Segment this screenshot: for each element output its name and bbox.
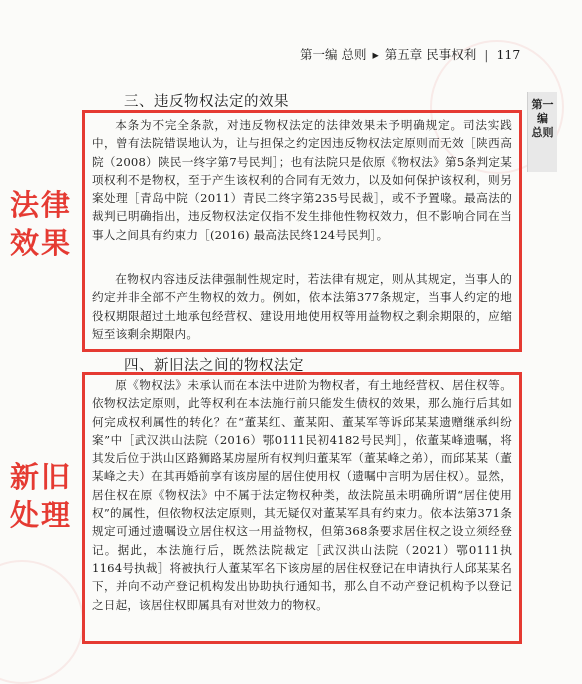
side-tab-line2: 总则 bbox=[531, 126, 554, 139]
header-part: 第一编 总则 bbox=[300, 47, 367, 62]
page-number: 117 bbox=[496, 47, 521, 62]
label-legal-effect bbox=[10, 186, 72, 262]
label-old-new-handling-line1: 新旧 bbox=[10, 460, 73, 494]
header-arrow-icon: ▸ bbox=[372, 47, 379, 62]
label-old-new-handling bbox=[10, 458, 72, 534]
section-4-heading: 四、新旧法之间的物权法定 bbox=[124, 358, 304, 374]
section-4-paragraph-1: 原《物权法》未承认而在本法中进阶为物权者，有土地经营权、居住权等。依物权法定原则，此等权利在本法施行前只能发生债权的效果，那么施行后其如何完成权利属性的转化？在“董某红、董某阳、董某军等诉邱某某遗赠继承纠纷案”中［武汉洪山法院（2016）鄂0111民初4182号民判］，依董某峰遗嘱，将其发后位于洪山区路狮路某房屋所有权判归董某军（董某峰之弟），而邱某某（董某峰之夫）在其再婚前享有该房屋的居住使用权（遗嘱中言明为居住权）。显然，居住权在原《物权法》中不属于法定物权种类，故法院虽未明确所谓“居住使用权”的属性，但依物权法定原则，其无疑仅对董某军具有约束力。依本法第371条规定可通过遗嘱设立居住权这一用益物权，但第368条要求居住权之设立须经登记。据此，本法施行后，既然法院裁定［武汉洪山法院（2021）鄂0111执1164号执裁］将被执行人董某军名下该房屋的居住权登记在申请执行人邱某某名下，并向不动产登记机构发出协助执行通知书，那么自不动产登记机构予以登记之日起，该居住权即属具有对世效力的物权。 bbox=[92, 378, 512, 612]
side-chapter-tab bbox=[527, 92, 557, 172]
header-divider: | bbox=[484, 47, 489, 62]
side-tab-line1: 第一编 bbox=[531, 98, 554, 125]
section-3-heading: 三、违反物权法定的效果 bbox=[124, 94, 289, 110]
section-3-paragraph-1: 本条为不完全条款，对违反物权法定的法律效果未予明确规定。司法实践中，曾有法院错误地认为，让与担保之约定因违反物权法定原则而无效［陕西高院（2008）陕民一终字第7号民判］；也有法院只是依原《物权法》第5条判定某项权利不是物权，至于产生该权利的合同有无效力，以及如何保护该权利，则另案处理［青岛中院（2011）青民二终字第235号民裁］，或不予置喙。最高法的裁判已明确指出，违反物权法定仅指不发生排他性物权效力，但不影响合同在当事人之间具有约束力［(2016) 最高法民终124号民判］。 bbox=[92, 118, 512, 242]
label-legal-effect-line2: 效果 bbox=[10, 226, 73, 260]
running-header bbox=[300, 44, 550, 66]
header-chapter: 第五章 民事权利 bbox=[384, 47, 477, 62]
label-old-new-handling-line2: 处理 bbox=[10, 498, 73, 532]
watermark-circle bbox=[0, 560, 84, 684]
section-3-paragraph-2: 在物权内容违反法律强制性规定时，若法律有规定，则从其规定，当事人的约定并非全部不产生物权的效力。例如，依本法第377条规定，当事人约定的地役权期限超过土地承包经营权、建设用地使用权等用益物权之剩余期限的，应缩短至该剩余期限内。 bbox=[92, 272, 512, 341]
label-legal-effect-line1: 法律 bbox=[10, 188, 73, 222]
